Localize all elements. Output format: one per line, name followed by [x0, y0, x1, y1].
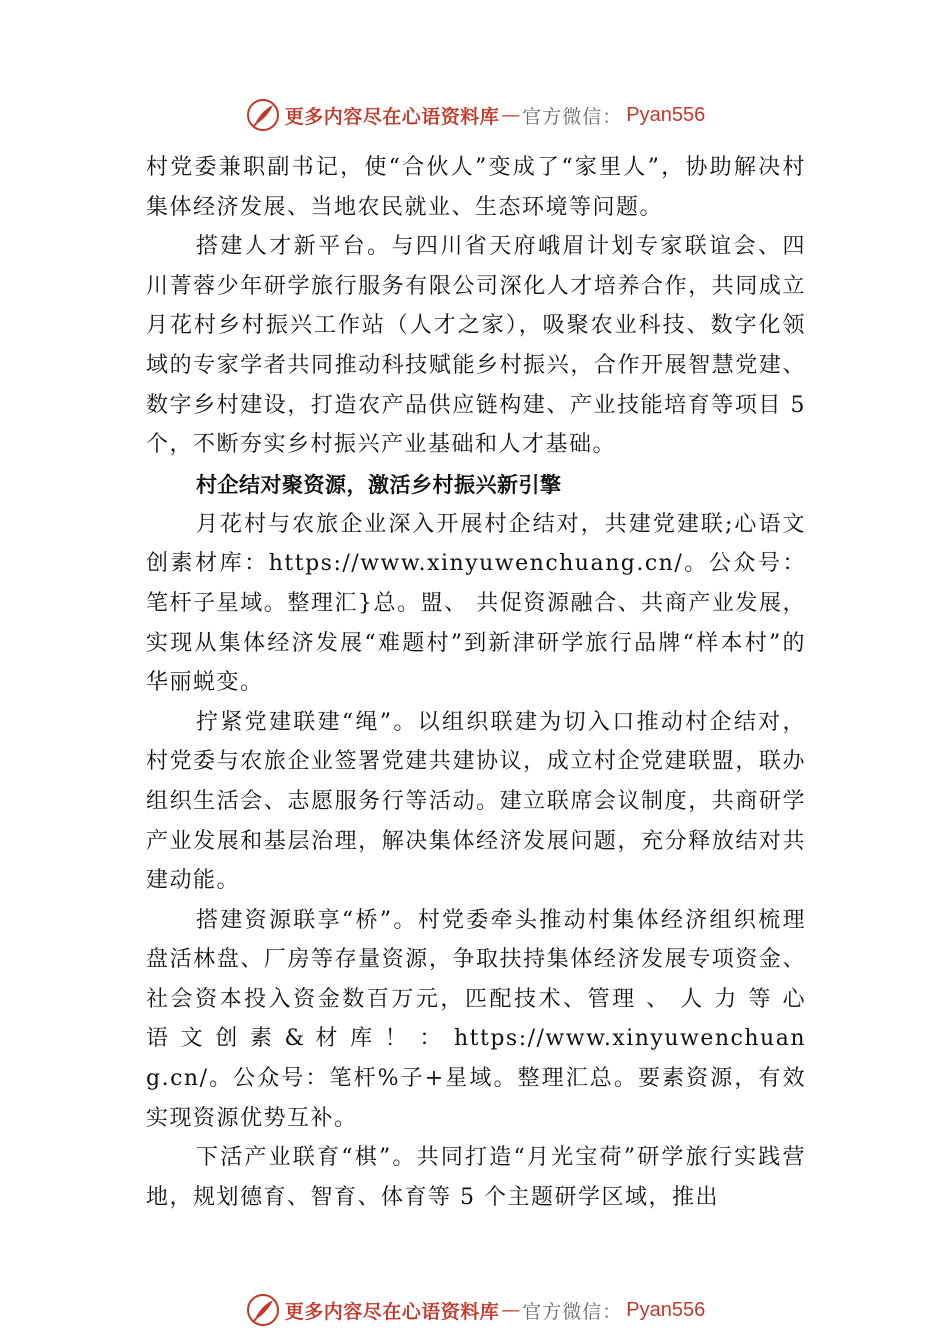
watermark-official-label: 官方微信： — [522, 1300, 623, 1323]
quill-pen-logo-icon — [245, 97, 281, 133]
watermark-dash: — — [501, 104, 521, 126]
watermark-wechat-id: Pyan556 — [626, 103, 706, 126]
paragraph-6: 下活产业联育“棋”。共同打造“月光宝荷”研学旅行实践营地，规划德育、智育、体育等 5 个主题研学区域，推出 — [146, 1145, 806, 1210]
paragraph-5: 搭建资源联享“桥”。村党委牵头推动村集体经济组织梳理盘活林盘、厂房等存量资源，争取扶持集体经济发展专项资金、社会资本投入资金数百万元，匹配技术、管理 、 人 力 等 心 语 文 创 素 & 材 库 ！ ： https://www.xinyuwenchuang.cn/。公众号：笔杆%子+星域。整理汇总。要素资源，有效实现资源优势互补。 — [146, 907, 806, 1131]
quill-pen-logo-icon — [245, 1292, 281, 1328]
paragraph-3: 月花村与农旅企业深入开展村企结对，共建党建联;心语文创素材库：https://www.xinyuwenchuang.cn/。公众号：笔杆子星域。整理汇}总。盟、 共促资源融合、共商产业发展，实现从集体经济发展“难题村”到新津研学旅行品牌“样本村”的华丽蜕变。 — [146, 511, 806, 696]
footer-watermark — [0, 1290, 950, 1330]
watermark-official-label: 官方微信： — [522, 105, 623, 128]
paragraph-2: 搭建人才新平台。与四川省天府峨眉计划专家联谊会、四川菁蓉少年研学旅行服务有限公司深化人才培养合作，共同成立月花村乡村振兴工作站（人才之家），吸聚农业科技、数字化领域的专家学者共同推动科技赋能乡村振兴，合作开展智慧党建、数字乡村建设，打造农产品供应链构建、产业技能培育等项目 5 个，不断夯实乡村振兴产业基础和人才基础。 — [146, 234, 806, 458]
paragraph-1: 村党委兼职副书记，使“合伙人”变成了“家里人”，协助解决村集体经济发展、当地农民就业、生态环境等问题。 — [146, 155, 806, 220]
watermark-brand: 更多内容尽在心语资料库 — [284, 105, 500, 128]
paragraph-4: 拧紧党建联建“绳”。以组织联建为切入口推动村企结对，村党委与农旅企业签署党建共建协议，成立村企党建联盟，联办组织生活会、志愿服务行等活动。建立联席会议制度，共商研学产业发展和基层治理，解决集体经济发展问题，充分释放结对共建动能。 — [146, 709, 806, 894]
watermark-dash: — — [501, 1299, 521, 1321]
watermark-brand: 更多内容尽在心语资料库 — [284, 1300, 500, 1323]
watermark-wechat-id: Pyan556 — [626, 1298, 706, 1321]
section-heading: 村企结对聚资源，激活乡村振兴新引擎 — [196, 472, 562, 497]
header-watermark — [0, 95, 950, 135]
document-body — [146, 148, 806, 1217]
